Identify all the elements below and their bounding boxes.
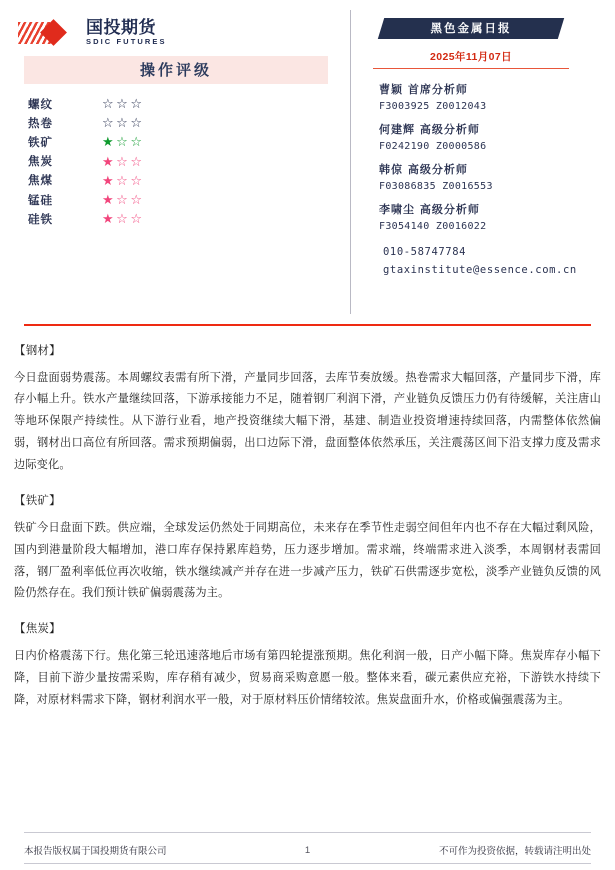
report-section <box>14 342 601 476</box>
star-filled-icon: ★ <box>102 153 116 169</box>
rating-row-label: 铁矿 <box>28 134 53 149</box>
report-info-panel <box>351 0 615 320</box>
rating-row-label: 焦炭 <box>28 154 53 169</box>
report-body <box>0 326 615 711</box>
report-section <box>14 620 601 711</box>
report-section-body: 日内价格震荡下行。焦化第三轮迅速落地后市场有第四轮提涨预期。焦化利润一般，日产小幅下降。焦炭库存小幅下降，目前下游少量按需采购，库存稍有减少，贸易商采购意愿一般。整体来看，碳元素供应充裕，下游铁水持续下降，对原材料需求下降，钢材利润水平一般，对于原材料压价情绪较浓。焦炭盘面升水，价格或偏强震荡为主。 <box>14 649 601 706</box>
report-title-tag <box>373 18 603 40</box>
star-filled-icon: ★ <box>102 134 116 150</box>
star-empty-icon: ☆ <box>102 96 116 112</box>
rating-row-stars <box>102 113 144 132</box>
rating-row-label: 螺纹 <box>28 96 53 111</box>
report-header-region <box>0 0 615 320</box>
contact-phone: 010-58747784 <box>383 246 467 258</box>
star-filled-icon: ★ <box>102 172 116 188</box>
analyst-license-code: F3003925 Z0012043 <box>379 101 487 112</box>
star-empty-icon: ☆ <box>116 153 130 169</box>
rating-row <box>28 152 144 171</box>
logo-chinese-name: 国投期货 <box>86 18 156 39</box>
rating-row <box>28 209 144 228</box>
star-empty-icon: ☆ <box>130 153 144 169</box>
rating-row-stars <box>102 132 144 151</box>
report-title-label: 黑色金属日报 <box>430 21 512 35</box>
footer-copyright: 本报告版权属于国投期货有限公司 <box>24 846 167 857</box>
contact-email[interactable]: gtaxinstitute@essence.com.cn <box>383 264 577 276</box>
rating-row <box>28 94 144 113</box>
star-filled-icon: ★ <box>102 192 116 208</box>
report-section <box>14 492 601 604</box>
rating-row-label: 焦煤 <box>28 173 53 188</box>
rating-row-stars <box>102 209 144 228</box>
analyst-name: 何建辉 高级分析师 <box>379 123 480 136</box>
rating-row <box>28 171 144 190</box>
rating-panel <box>0 0 350 320</box>
company-logo <box>18 16 334 50</box>
star-empty-icon: ☆ <box>116 192 130 208</box>
rating-banner-title: 操作评级 <box>24 56 328 84</box>
footer-disclaimer: 不可作为投资依据，转载请注明出处 <box>438 846 591 857</box>
rating-table <box>28 94 144 228</box>
rating-row-label: 热卷 <box>28 115 53 130</box>
analyst-license-code: F03086835 Z0016553 <box>379 181 493 192</box>
star-empty-icon: ☆ <box>116 172 130 188</box>
analyst-name: 韩倞 高级分析师 <box>379 163 468 176</box>
star-empty-icon: ☆ <box>116 115 130 131</box>
report-section-body: 今日盘面弱势震荡。本周螺纹表需有所下滑，产量同步回落，去库节奏放缓。热卷需求大幅回落，产量同步下滑，库存小幅上升。铁水产量继续回落，下游承接能力不足，随着钢厂利润下滑，产业链负反馈压力仍有待缓解，关注唐山等地环保限产持续性。从下游行业看，地产投资继续大幅下滑，基建、制造业投资增速持续回落，内需整体依然偏弱，钢材出口高位有所回落。需求预期偏弱，出口边际下滑，盘面整体依然承压，关注震荡区间下沿支撑力度及需求边际变化。 <box>14 370 601 471</box>
analyst-license-code: F0242190 Z0000586 <box>379 141 487 152</box>
rating-row <box>28 113 144 132</box>
star-empty-icon: ☆ <box>102 115 116 131</box>
analyst-name: 曹颖 首席分析师 <box>379 83 468 96</box>
star-empty-icon: ☆ <box>116 96 130 112</box>
report-section-body: 铁矿今日盘面下跌。供应端，全球发运仍然处于同期高位，未来存在季节性走弱空间但年内也不存在大幅过剩风险，国内到港量阶段大幅增加，港口库存保持累库趋势，压力逐步增加。需求端，终端需求进入淡季，本周钢材表需回落，钢厂盈利率低位再次收缩，铁水继续减产并存在进一步减产压力，铁矿石供需逐步宽松，淡季产业链负反馈的风险仍然存在。我们预计铁矿偏弱震荡为主。 <box>14 520 601 600</box>
rating-row-stars <box>102 152 144 171</box>
footer-page-number: 1 <box>304 844 311 856</box>
rating-row <box>28 190 144 209</box>
logo-wordmark <box>86 20 167 46</box>
sdic-logo-mark-icon <box>18 20 80 46</box>
rating-row <box>28 132 144 151</box>
star-empty-icon: ☆ <box>130 211 144 227</box>
star-empty-icon: ☆ <box>130 96 144 112</box>
analyst-license-code: F3054140 Z0016022 <box>379 221 487 232</box>
logo-english-name: SDIC FUTURES <box>86 37 167 47</box>
rating-table-body <box>28 94 144 228</box>
footer-row <box>0 833 615 863</box>
star-empty-icon: ☆ <box>130 134 144 150</box>
report-section-title: 【铁矿】 <box>14 492 61 507</box>
page-footer <box>0 832 615 870</box>
star-filled-icon: ★ <box>102 211 116 227</box>
star-empty-icon: ☆ <box>130 172 144 188</box>
report-section-title: 【焦炭】 <box>14 621 61 636</box>
star-empty-icon: ☆ <box>130 115 144 131</box>
footer-rule-bottom <box>24 863 591 864</box>
rating-row-stars <box>102 190 144 209</box>
analyst-name: 李啸尘 高级分析师 <box>379 203 480 216</box>
star-empty-icon: ☆ <box>130 192 144 208</box>
report-section-title: 【钢材】 <box>14 342 61 357</box>
analyst-list <box>373 81 603 232</box>
rating-row-label: 锰硅 <box>28 192 53 207</box>
rating-row-stars <box>102 94 144 113</box>
star-empty-icon: ☆ <box>116 134 130 150</box>
report-date: 2025年11月07日 <box>373 46 569 69</box>
rating-row-stars <box>102 171 144 190</box>
contact-block <box>373 246 603 276</box>
star-empty-icon: ☆ <box>116 211 130 227</box>
rating-row-label: 硅铁 <box>28 211 53 226</box>
